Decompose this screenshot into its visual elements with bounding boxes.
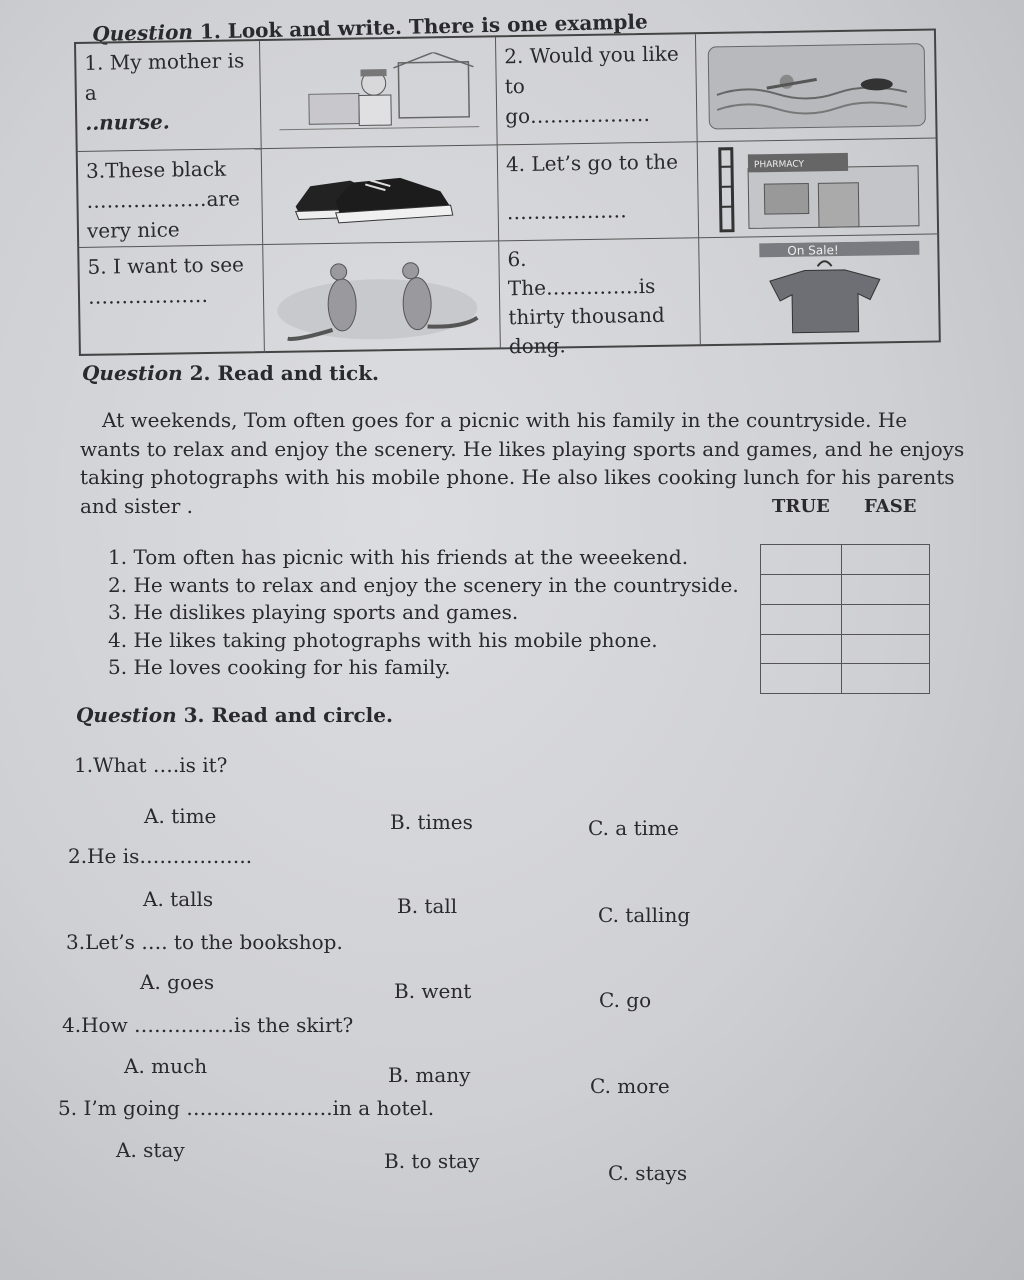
- cell-2-line-1: 2. Would you like: [504, 41, 679, 69]
- cell-6-line-3: thirty thousand: [508, 302, 665, 330]
- swimming-picture: [706, 41, 927, 130]
- question-3-title-prefix: Question: [76, 703, 177, 727]
- q3-item-5-question: 5. I’m going ………………….in a hotel.: [58, 1096, 435, 1120]
- q3-item-3-option-a[interactable]: A. goes: [140, 970, 215, 994]
- tshirt-on-sale-picture: [709, 241, 930, 340]
- q3-item-5-option-c[interactable]: C. stays: [608, 1161, 688, 1185]
- cell-3-line-2: ………………are: [86, 186, 240, 213]
- statement-2: 2. He wants to relax and enjoy the scenery in the countryside.: [108, 572, 739, 597]
- question-3-title-rest: 3. Read and circle.: [183, 703, 393, 727]
- question-2-title: [82, 361, 379, 385]
- statement-list: [108, 544, 739, 682]
- statement-4: 4. He likes taking photographs with his mobile phone.: [108, 627, 658, 652]
- true-false-tick-grid[interactable]: [760, 544, 930, 694]
- reading-passage: [80, 406, 980, 520]
- q3-item-2-option-a[interactable]: A. talls: [143, 887, 214, 911]
- cell-4-text: [498, 142, 699, 241]
- cell-2-text: [496, 34, 698, 145]
- cell-5-line-1: 5. I want to see: [87, 252, 245, 279]
- cell-3-line-3: very nice: [86, 217, 180, 243]
- question-2-title-prefix: Question: [82, 361, 183, 385]
- cell-2-line-2: to: [504, 73, 526, 99]
- cell-2-line-3: go………………: [505, 101, 651, 129]
- q3-item-1-question: 1.What ….is it?: [74, 753, 228, 777]
- q3-item-1-option-c[interactable]: C. a time: [588, 816, 679, 840]
- cell-1-line-1: 1. My mother is a: [84, 48, 245, 105]
- passage-line-4: and sister .: [80, 493, 194, 518]
- cell-5-text: [79, 245, 265, 356]
- true-column-header: TRUE: [772, 496, 830, 517]
- q3-item-2-option-b[interactable]: B. tall: [397, 894, 458, 918]
- question-2-title-rest: 2. Read and tick.: [189, 361, 380, 385]
- statement-1: 1. Tom often has picnic with his friends at the weeekend.: [108, 545, 689, 569]
- passage-line-3: taking photographs with his mobile phone. He also likes cooking lunch for his parents: [80, 465, 955, 489]
- question-1-title-prefix: Question: [92, 19, 194, 46]
- cell-4-line-2: ………………: [506, 198, 627, 225]
- cell-6-picture: [699, 234, 941, 346]
- nurse-picture: [278, 51, 479, 134]
- passage-line-1: At weekends, Tom often goes for a picnic with his family in the countryside. He: [102, 408, 908, 432]
- false-column-header: FASE: [864, 496, 917, 517]
- sale-sign: On Sale!: [787, 243, 839, 258]
- cell-6-line-4: dong.: [508, 333, 566, 359]
- cell-6-line-2: The…………..is: [507, 273, 656, 301]
- q3-item-5-option-b[interactable]: B. to stay: [384, 1149, 480, 1173]
- statement-5: 5. He loves cooking for his family.: [108, 655, 451, 679]
- pharmacy-sign: PHARMACY: [753, 159, 805, 170]
- question-3-title: [76, 703, 393, 727]
- cell-4-picture: [698, 138, 939, 238]
- cell-5-picture: [263, 241, 501, 353]
- q3-item-1-option-a[interactable]: A. time: [144, 804, 217, 828]
- statement-3: 3. He dislikes playing sports and games.: [108, 600, 519, 624]
- shoes-picture: [289, 158, 470, 231]
- question-1-table: [74, 28, 941, 359]
- cell-6-line-1: 6.: [507, 246, 527, 272]
- cell-1-text: [76, 41, 262, 152]
- q3-item-2-option-c[interactable]: C. talling: [598, 903, 691, 927]
- cell-1-example-answer: ..nurse.: [85, 109, 170, 135]
- q3-item-4-option-b[interactable]: B. many: [388, 1063, 471, 1087]
- q3-item-1-option-b[interactable]: B. times: [390, 810, 473, 834]
- cell-4-line-1: 4. Let’s go to the: [505, 149, 679, 177]
- q3-item-4-option-c[interactable]: C. more: [590, 1074, 670, 1098]
- cell-5-line-2: ………………: [87, 282, 209, 309]
- q3-item-2-question: 2.He is……………..: [68, 844, 253, 868]
- q3-item-5-option-a[interactable]: A. stay: [116, 1138, 185, 1162]
- cell-3-picture: [262, 145, 499, 245]
- cell-2-picture: [696, 30, 938, 142]
- q3-item-3-option-b[interactable]: B. went: [394, 979, 472, 1003]
- q3-item-4-question: 4.How ……………is the skirt?: [62, 1013, 354, 1037]
- cell-6-text: [499, 238, 701, 359]
- cell-3-text: [78, 149, 263, 248]
- pharmacy-picture: [708, 143, 929, 232]
- passage-line-2: wants to relax and enjoy the scenery. He likes playing sports and games, and he enjoys: [80, 436, 965, 461]
- q3-item-3-option-c[interactable]: C. go: [599, 988, 652, 1012]
- cell-1-picture: [260, 37, 498, 149]
- cell-3-line-1: 3.These black: [85, 156, 227, 183]
- question-1-title-rest: 1. Look and write. There is one example: [199, 9, 648, 44]
- q3-item-4-option-a[interactable]: A. much: [124, 1054, 208, 1078]
- q3-item-3-question: 3.Let’s …. to the bookshop.: [66, 930, 343, 954]
- kangaroos-picture: [276, 248, 487, 347]
